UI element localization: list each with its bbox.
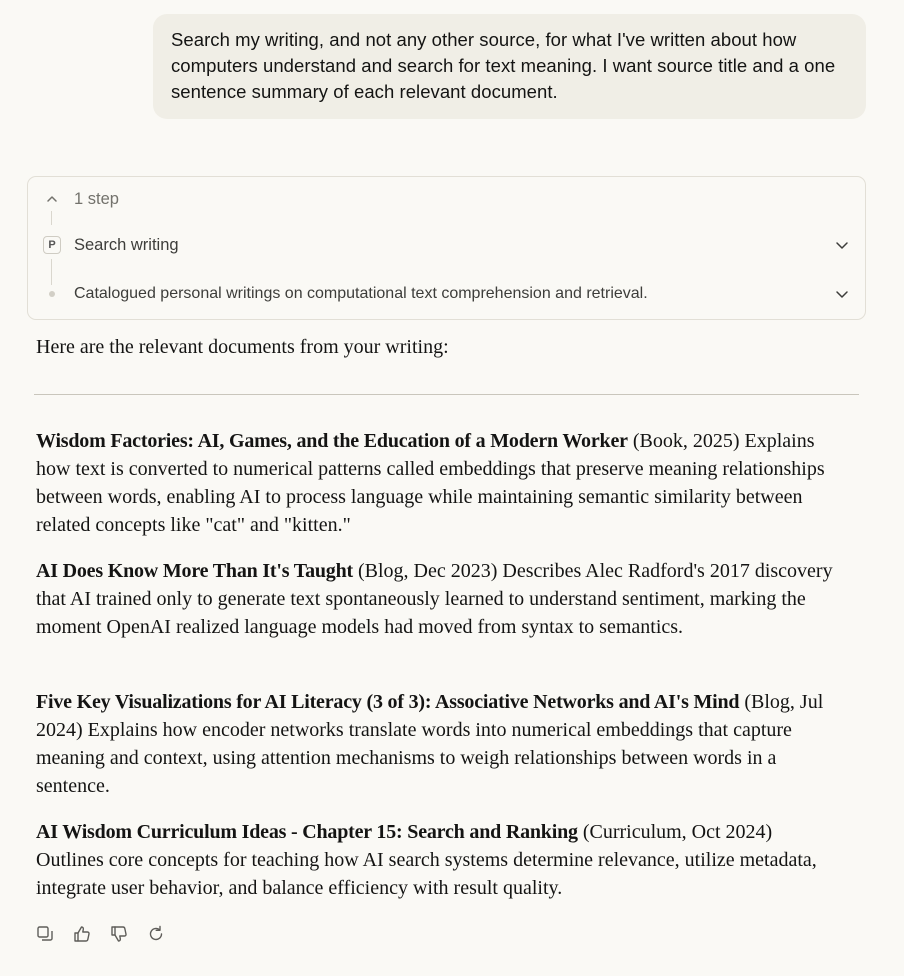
document-summary: Describes Alec Radford's 2017 discovery that AI trained only to generate text spontaneously learned to understand sentiment, marking the moment OpenAI realized language models had moved from syntax to semantics.: [36, 560, 833, 638]
document-summary: Outlines core concepts for teaching how AI search systems determine relevance, utilize metadata, integrate user behavior, and balance efficiency with result quality.: [36, 849, 817, 899]
search-badge-wrapper: [43, 236, 61, 254]
user-message-bubble: Search my writing, and not any other source, for what I've written about how computers understand and search for text meaning. I want source title and a one sentence summary of each relevant document.: [153, 14, 866, 119]
copy-icon[interactable]: [35, 924, 55, 944]
document-item: [36, 688, 836, 800]
project-badge-icon: P: [43, 236, 61, 254]
document-title: Wisdom Factories: AI, Games, and the Education of a Modern Worker: [36, 430, 628, 452]
document-meta: (Blog, Jul 2024): [36, 691, 824, 741]
document-title: Five Key Visualizations for AI Literacy (3 of 3): Associative Networks and AI's Mind: [36, 691, 740, 713]
divider: [34, 394, 859, 395]
chevron-down-icon[interactable]: [834, 237, 850, 253]
document-meta: (Blog, Dec 2023): [357, 560, 498, 582]
document-title: AI Wisdom Curriculum Ideas - Chapter 15: Search and Ranking: [36, 821, 578, 843]
thumbs-up-icon[interactable]: [72, 924, 92, 944]
steps-toggle[interactable]: [28, 188, 865, 210]
search-result-step[interactable]: [28, 283, 865, 305]
search-result-label: Catalogued personal writings on computational text comprehension and retrieval.: [74, 285, 648, 302]
document-summary: Explains how encoder networks translate words into numerical embeddings that capture meaning and context, using attention mechanisms to weigh relationships between words in a sentence.: [36, 719, 792, 797]
document-title: AI Does Know More Than It's Taught: [36, 560, 353, 582]
message-actions: [35, 924, 166, 944]
document-item: [36, 427, 836, 539]
document-meta: (Book, 2025): [632, 430, 740, 452]
response-intro: Here are the relevant documents from your writing:: [36, 336, 449, 358]
bullet-dot-icon: [49, 291, 55, 297]
step-connector-line: [51, 259, 52, 285]
retry-icon[interactable]: [146, 924, 166, 944]
document-item: [36, 557, 836, 641]
chevron-up-icon: [43, 192, 61, 206]
steps-toggle-label: 1 step: [74, 189, 119, 208]
chevron-down-icon[interactable]: [834, 286, 850, 302]
thumbs-down-icon[interactable]: [109, 924, 129, 944]
dot-wrapper: [43, 291, 61, 297]
search-writing-label: Search writing: [74, 235, 179, 254]
document-item: [36, 818, 836, 902]
step-connector-line: [51, 211, 52, 225]
search-writing-step[interactable]: [28, 233, 865, 257]
document-meta: (Curriculum, Oct 2024): [582, 821, 773, 843]
document-summary: Explains how text is converted to numerical patterns called embeddings that preserve meaning relationships between words, enabling AI to process language while maintaining semantic similarity between related concepts like "cat" and "kitten.": [36, 430, 825, 536]
tool-steps-panel: [27, 176, 866, 320]
